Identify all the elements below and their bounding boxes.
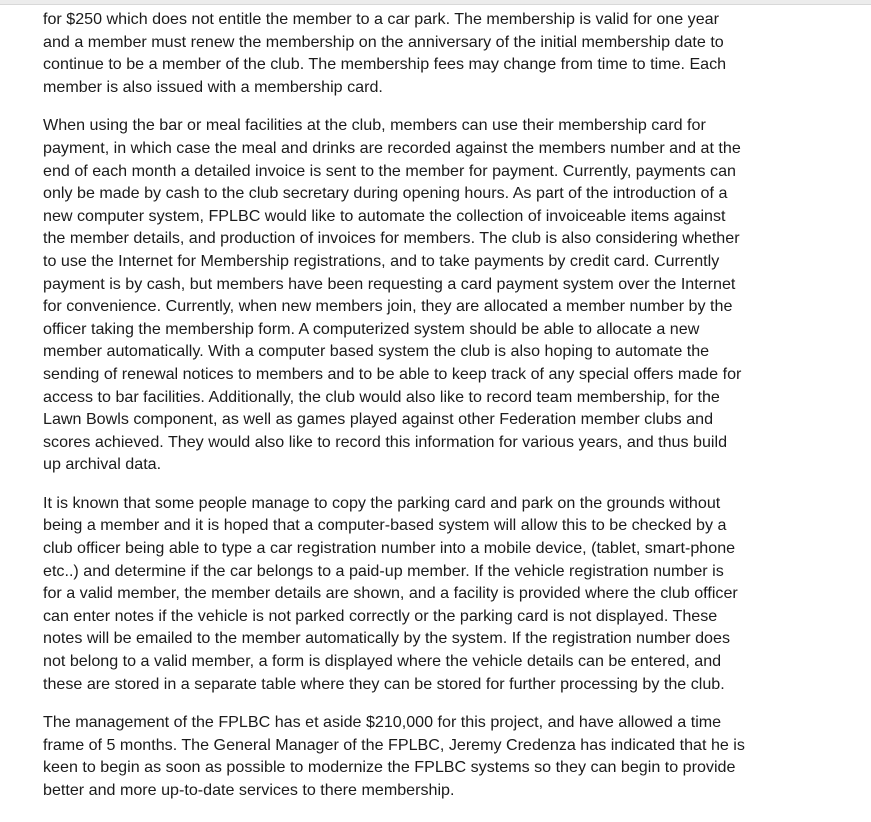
paragraph-bar-meal-facilities: When using the bar or meal facilities at the club, members can use their membership card for payment, in which case the meal and drinks are recorded against the members number and at the end of each month a detailed invoice is sent to the member for payment. Currently, payments can only be made by cash to the club secretary during opening hours. As part of the introduction of a new computer system, FPLBC would like to automate the collection of invoiceable items against the member details, and production of invoices for members. The club is also considering whether to use the Internet for Membership registrations, and to take payments by credit card. Currently payment is by cash, but members have been requesting a card payment system over the Internet for convenience. Currently, when new members join, they are allocated a member number by the officer taking the membership form. A computerized system should be able to allocate a new member automatically. With a computer based system the club is also hoping to automate the sending of renewal notices to members and to be able to keep track of any special offers made for access to bar facilities. Additionally, the club would also like to record team membership, for the Lawn Bowls component, as well as games played against other Federation member clubs and scores achieved. They would also like to record this information for various years, and thus build up archival data.: [43, 116, 742, 474]
paragraph-membership-fees: for $250 which does not entitle the member to a car park. The membership is valid for one year and a member must renew the membership on the anniversary of the initial membership date to continue to be a member of the club. The membership fees may change from time to time. Each member is also issued with a membership card.: [43, 10, 727, 96]
document-page: [43, 8, 843, 818]
paragraph-project-budget: The management of the FPLBC has et aside $210,000 for this project, and have allowed a time frame of 5 months. The General Manager of the FPLBC, Jeremy Credenza has indicated that he is keen to begin as soon as possible to modernize the FPLBC systems so they can begin to provide better and more up-to-date services to there membership.: [43, 713, 745, 799]
page-top-edge: [0, 0, 871, 5]
paragraph-parking-verification: It is known that some people manage to copy the parking card and park on the grounds without being a member and it is hoped that a computer-based system will allow this to be checked by a club officer being able to type a car registration number into a mobile device, (tablet, smart-phone etc..) and determine if the car belongs to a paid-up member. If the vehicle registration number is for a valid member, the member details are shown, and a facility is provided where the club officer can enter notes if the vehicle is not parked correctly or the parking card is not displayed. These notes will be emailed to the member automatically by the system. If the registration number does not belong to a valid member, a form is displayed where the vehicle details can be entered, and these are stored in a separate table where they can be stored for further processing by the club.: [43, 493, 738, 693]
